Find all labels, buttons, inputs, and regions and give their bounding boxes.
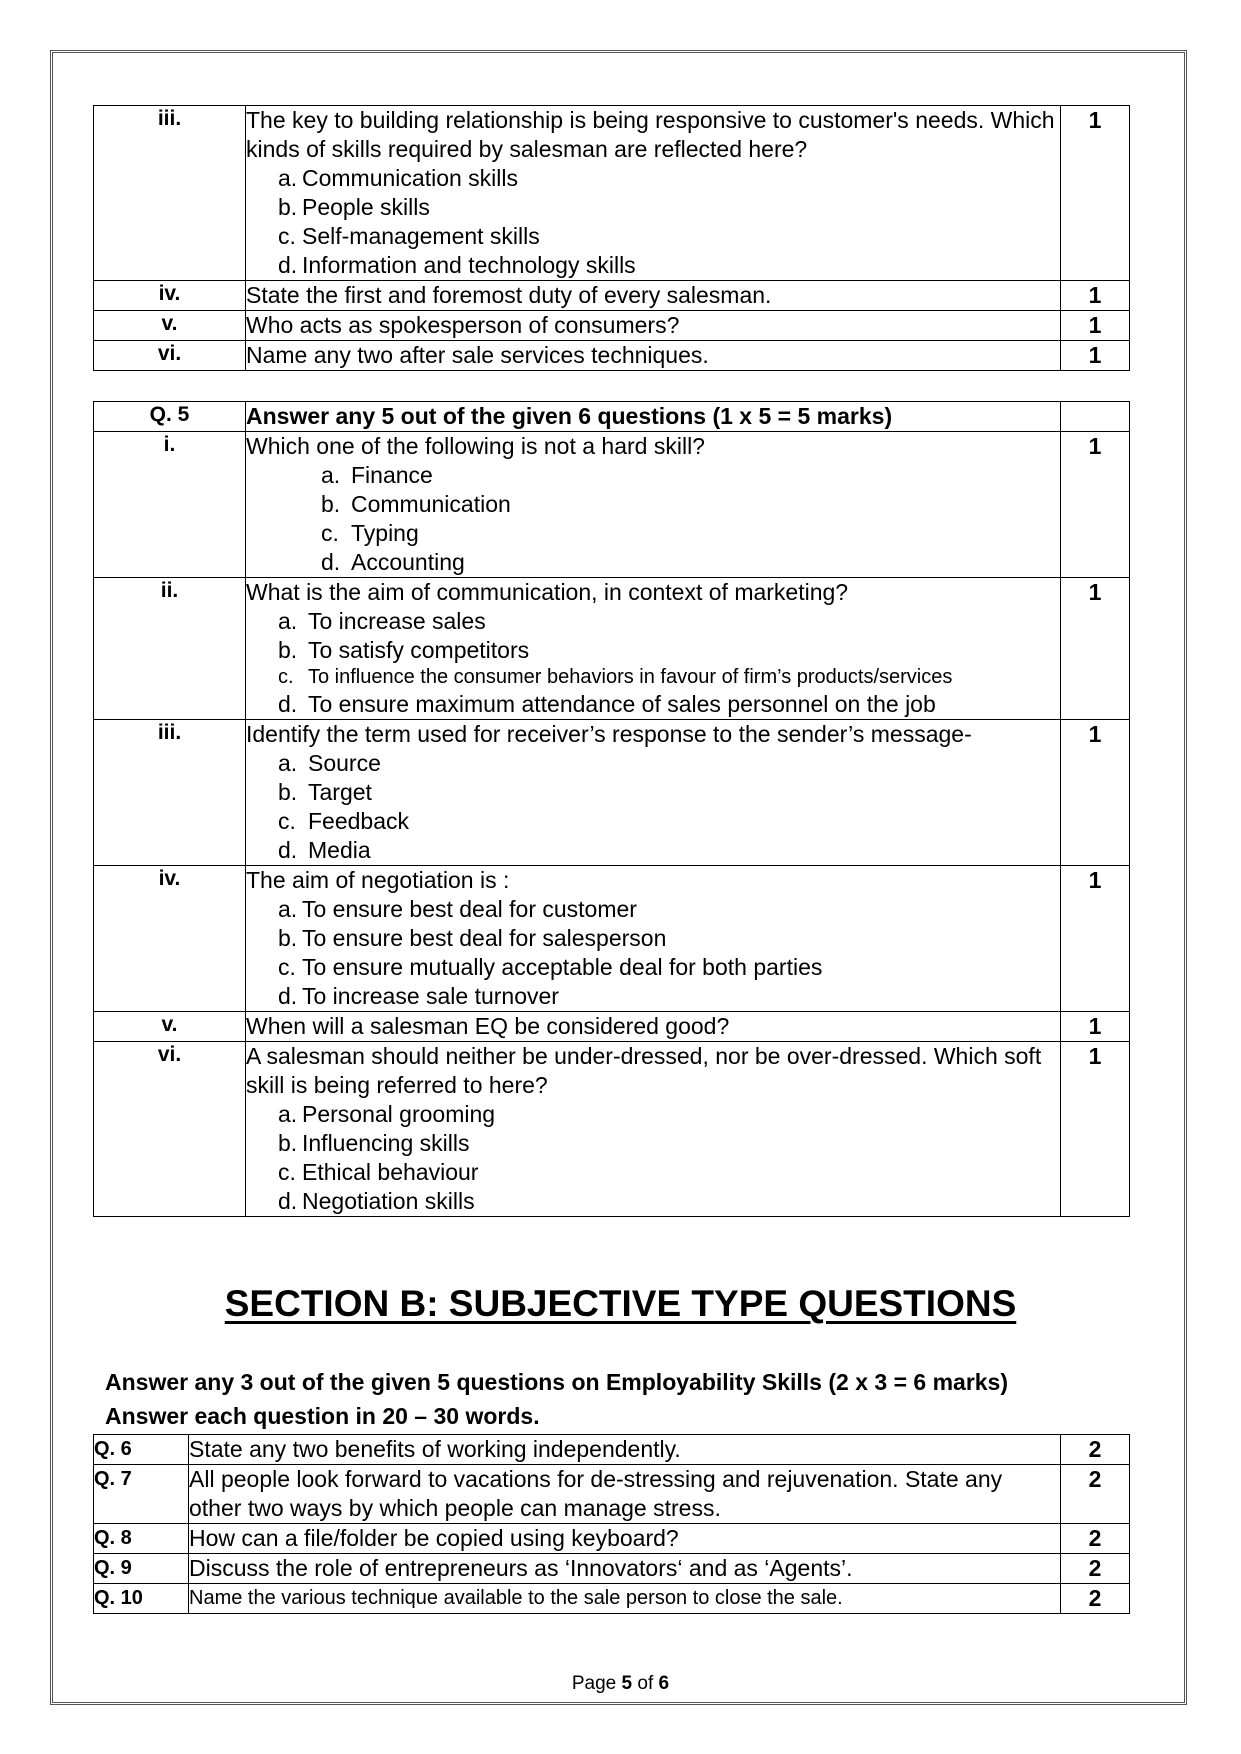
question-header: Answer any 5 out of the given 6 questions (1 x 5 = 5 marks) — [246, 402, 1061, 432]
option: d. To increase sale turnover — [278, 983, 559, 1009]
option: c. Self-management skills — [278, 223, 540, 249]
question-number: iii. — [94, 720, 246, 866]
question-number: Q. 7 — [94, 1465, 189, 1524]
options-list — [246, 895, 1060, 1011]
question-text-cell — [246, 432, 1061, 578]
option: a. Finance — [321, 462, 433, 488]
question-number: v. — [94, 1012, 246, 1042]
options-list — [246, 164, 1060, 280]
question-number: Q. 9 — [94, 1554, 189, 1584]
marks: 2 — [1061, 1435, 1130, 1465]
table-row — [94, 311, 1130, 341]
table-row — [94, 1584, 1130, 1614]
table-row — [94, 432, 1130, 578]
question-number: vi. — [94, 1042, 246, 1217]
option: b. Target — [278, 779, 372, 805]
option: c. Feedback — [278, 808, 410, 834]
question-text: State the first and foremost duty of every salesman. — [246, 281, 1061, 311]
question-text: How can a file/folder be copied using keyboard? — [189, 1524, 1061, 1554]
option: d. Accounting — [321, 549, 465, 575]
question-text: The key to building relationship is being responsive to customer's needs. Which kinds of skills required by salesman are reflected here? — [246, 107, 1055, 162]
table-row — [94, 1042, 1130, 1217]
question-number: Q. 8 — [94, 1524, 189, 1554]
question-number: Q. 10 — [94, 1584, 189, 1614]
table-row — [94, 720, 1130, 866]
option: a. To ensure best deal for customer — [278, 896, 637, 922]
q5-table — [93, 401, 1130, 1217]
question-number: iv. — [94, 866, 246, 1012]
option: d. Negotiation skills — [278, 1188, 475, 1214]
table-row — [94, 866, 1130, 1012]
table-row — [94, 1465, 1130, 1524]
option: d. Media — [278, 837, 371, 863]
options-list — [246, 749, 1060, 865]
question-text-cell — [246, 1042, 1061, 1217]
marks — [1061, 402, 1130, 432]
table-row — [94, 578, 1130, 720]
option: c. Typing — [321, 520, 419, 546]
question-text: Which one of the following is not a hard skill? — [246, 433, 705, 459]
question-text-cell — [246, 578, 1061, 720]
page-footer: Page 5 of 6 — [571, 1673, 670, 1694]
option: c. Ethical behaviour — [278, 1159, 479, 1185]
marks: 2 — [1061, 1524, 1130, 1554]
option: d. Information and technology skills — [278, 252, 636, 278]
question-text: Name the various technique available to the sale person to close the sale. — [189, 1584, 1061, 1614]
marks: 1 — [1061, 1012, 1130, 1042]
option: c. To ensure mutually acceptable deal for both parties — [278, 954, 823, 980]
section-b-table — [93, 1434, 1130, 1614]
question-text: Name any two after sale services techniques. — [246, 341, 1061, 371]
table-header-row — [94, 402, 1130, 432]
question-text: State any two benefits of working independently. — [189, 1435, 1061, 1465]
option: a. To increase sales — [278, 608, 486, 634]
option: d. To ensure maximum attendance of sales personnel on the job — [278, 691, 936, 717]
question-text: A salesman should neither be under-dressed, nor be over-dressed. Which soft skill is being referred to here? — [246, 1043, 1042, 1098]
marks: 1 — [1061, 311, 1130, 341]
question-text: When will a salesman EQ be considered good? — [246, 1012, 1061, 1042]
question-number: ii. — [94, 578, 246, 720]
options-list — [246, 607, 1060, 719]
question-text: Identify the term used for receiver’s response to the sender’s message- — [246, 721, 972, 747]
options-list — [246, 461, 1060, 577]
question-number: Q. 5 — [94, 402, 246, 432]
option: b. To ensure best deal for salesperson — [278, 925, 667, 951]
question-text: Who acts as spokesperson of consumers? — [246, 311, 1061, 341]
question-text: The aim of negotiation is : — [246, 867, 510, 893]
table-row — [94, 106, 1130, 281]
table-row — [94, 1554, 1130, 1584]
marks: 1 — [1061, 281, 1130, 311]
table-row — [94, 1435, 1130, 1465]
question-number: i. — [94, 432, 246, 578]
marks: 1 — [1061, 1042, 1130, 1217]
instruction-line-2: Answer each question in 20 – 30 words. — [105, 1403, 540, 1429]
options-list — [246, 1100, 1060, 1216]
marks: 1 — [1061, 578, 1130, 720]
marks: 1 — [1061, 106, 1130, 281]
question-number: iv. — [94, 281, 246, 311]
table-row — [94, 1012, 1130, 1042]
question-text-cell — [246, 866, 1061, 1012]
marks: 1 — [1061, 866, 1130, 1012]
marks: 1 — [1061, 432, 1130, 578]
option: b. People skills — [278, 194, 430, 220]
question-text-cell — [246, 106, 1061, 281]
option: a. Personal grooming — [278, 1101, 496, 1127]
question-text: Discuss the role of entrepreneurs as ‘Innovators‘ and as ‘Agents’. — [189, 1554, 1061, 1584]
table-row — [94, 281, 1130, 311]
option: c. To influence the consumer behaviors in favour of firm’s products/services — [278, 666, 953, 688]
marks: 1 — [1061, 720, 1130, 866]
marks: 2 — [1061, 1554, 1130, 1584]
option: b. Communication — [321, 491, 511, 517]
question-text: All people look forward to vacations for de-stressing and rejuvenation. State any other two ways by which people can manage stress. — [189, 1465, 1061, 1524]
option: b. To satisfy competitors — [278, 637, 530, 663]
section-title: SECTION B: SUBJECTIVE TYPE QUESTIONS — [224, 1283, 1017, 1324]
question-number: v. — [94, 311, 246, 341]
question-text-cell — [246, 720, 1061, 866]
table-row — [94, 341, 1130, 371]
instruction-line-1: Answer any 3 out of the given 5 questions on Employability Skills (2 x 3 = 6 marks) — [105, 1369, 1009, 1395]
question-number: iii. — [94, 106, 246, 281]
marks: 2 — [1061, 1584, 1130, 1614]
option: a. Source — [278, 750, 381, 776]
question-number: vi. — [94, 341, 246, 371]
option: a. Communication skills — [278, 165, 519, 191]
marks: 2 — [1061, 1465, 1130, 1524]
table-row — [94, 1524, 1130, 1554]
option: b. Influencing skills — [278, 1130, 470, 1156]
q4-continuation-table — [93, 105, 1130, 371]
question-number: Q. 6 — [94, 1435, 189, 1465]
question-text: What is the aim of communication, in context of marketing? — [246, 579, 849, 605]
marks: 1 — [1061, 341, 1130, 371]
